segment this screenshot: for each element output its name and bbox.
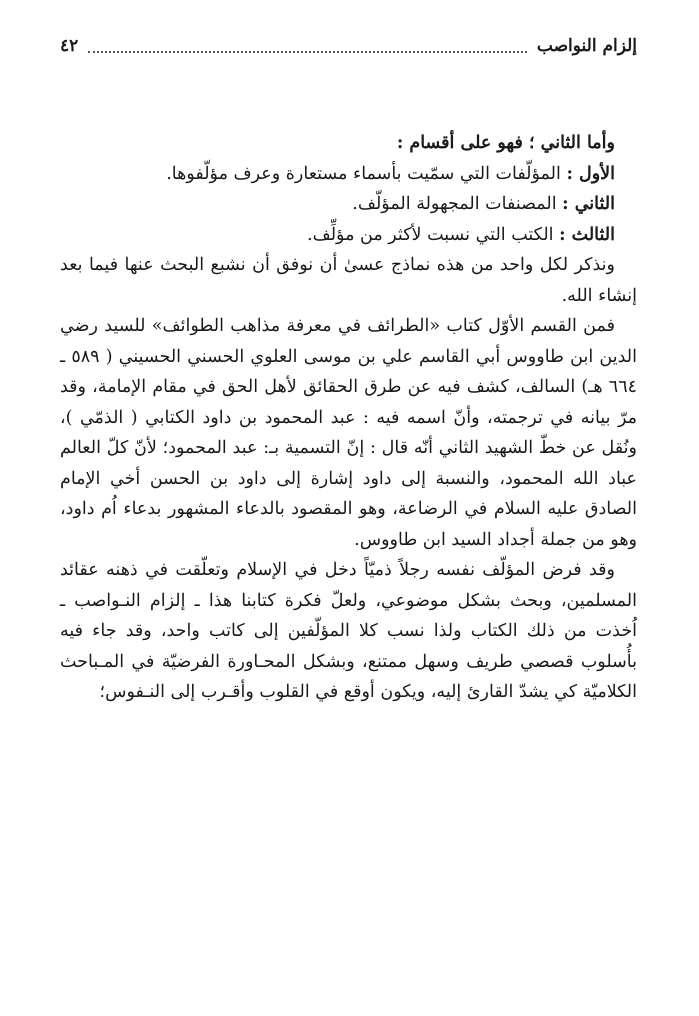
list-item-label: الثالث : — [559, 224, 615, 245]
list-item-text: المؤلّفات التي سمّيت بأسماء مستعارة وعرف مؤلّفوها. — [166, 163, 567, 184]
section-intro: وأما الثاني ؛ فهو على أقسام : — [396, 133, 615, 153]
page-body — [60, 128, 637, 708]
paragraph-2: فمن القسم الأوّل كتاب «الطرائف في معرفة مذاهب الطوائف» للسيد رضي الدين ابن طاووس أبي القاسم علي بن موسى العلوي الحسني الحسيني ( ٥٨٩ ـ ٦٦٤ هـ) السالف، كشف فيه عن طرق الحقائق لأهل الحق في مقام الإمامة، وقد مرّ بيانه في ترجمته، وأنّ اسمه فيه : عبد المحمود بن داود الكتابي ( الذمّي )، ونُقل عن خطّ الشهيد الثاني أنّه قال : إنّ التسمية بـ: عبد المحمود؛ لأنّ كلّ العالم عباد الله المحمود، والنسبة إلى داود إشارة إلى داود بن الحسن أخي الإمام الصادق عليه السلام في الرضاعة، وهو المقصود بالدعاء المشهور بدعاء اُم داود، وهو من جملة أجداد السيد ابن طاووس. — [60, 316, 637, 550]
running-header — [60, 30, 637, 62]
list-item-label: الأول : — [566, 163, 615, 184]
leader-dots — [88, 51, 527, 53]
paragraph-3: وقد فرض المؤلّف نفسه رجلاً ذميّاً دخل في الإسلام وتعلّقت في ذهنه عقائد المسلمين، وبحث بشكل موضوعي، ولعلّ فكرة كتابنا هذا ـ إلزام النـواصب ـ اُخذت من ذلك الكتاب ولذا نسب كلا المؤلّفين إلى كاتب واحد، وقد جاء فيه بأُسلوب قصصي طريف وسهل ممتنع، وبشكل المحـاورة الفرضيّة في المـباحث الكلاميّة كي يشدّ القارئ إليه، ويكون أوقع في القلوب وأقـرب إلى النـفوس؛ — [60, 560, 637, 702]
list-item-text: المصنفات المجهولة المؤلّف. — [352, 194, 563, 214]
list-item — [60, 189, 637, 220]
list-item-label: الثاني : — [562, 194, 615, 214]
list-item-text: الكتب التي نسبت لأكثر من مؤلِّف. — [307, 224, 560, 245]
page-number: ٤٢ — [60, 36, 79, 56]
list-item — [60, 220, 637, 251]
list-item — [60, 159, 637, 190]
paragraph-1: ونذكر لكل واحد من هذه نماذج عسىٰ أن نوفق أن نشبع البحث عنها فيما بعد إنشاء الله. — [60, 255, 637, 306]
book-title: إلزام النواصب — [536, 36, 637, 56]
